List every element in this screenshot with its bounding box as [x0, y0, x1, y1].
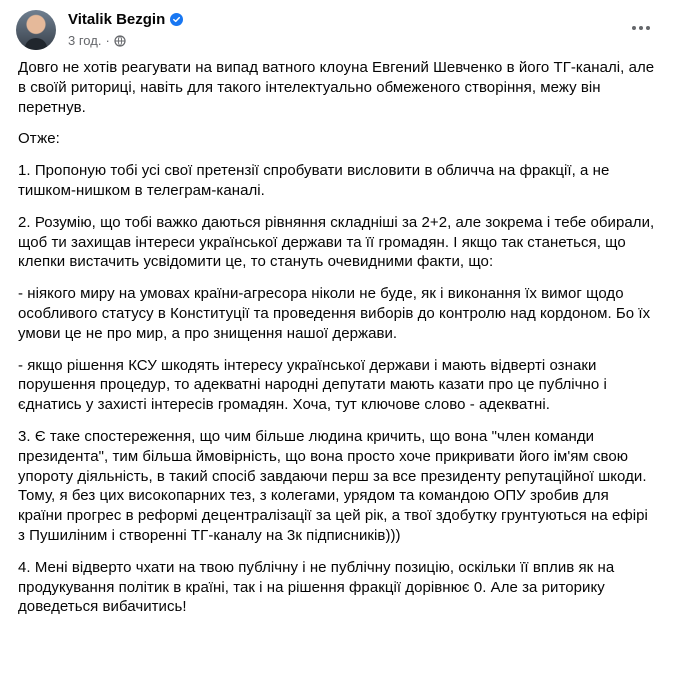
more-options-icon-dot: [646, 26, 650, 30]
author-line: [68, 11, 183, 28]
post-paragraph: 1. Пропоную тобі усі свої претензії спробувати висловити в обличча на фракції, а не тишком-нишком в телеграм-каналі.: [18, 162, 610, 199]
post-paragraph: 3. Є таке спостереження, що чим більше людина кричить, що вона "член команди президента", тим більша ймовірність, що вона просто хоче прикривати його ім'ям свою упороту діяльність, в такий спосіб завдаючи перш за все президенту репутаційної шкоди. Тому, я без цих високопарних тез, з колегами, урядом та командою ОПУ зробив для країни прогрес в реформі децентралізації за цей рік, а твої здобутку грунтуються на ефірі з Пушиліним і створенні ТГ-каналу на 3к підписників))): [18, 427, 648, 544]
more-options-icon-dot: [632, 26, 636, 30]
meta-separator: ·: [105, 33, 110, 48]
post-paragraph: - ніякого миру на умовах країни-агресора ніколи не буде, як і виконання їх вимог щодо особливого статусу в Конституції та проведення виборів до контролю над кордоном. Бо їх умови це не про мир, а про знищення нашої держави.: [18, 285, 651, 342]
post-paragraph: 2. Розумію, що тобі важко даються рівняння складніші за 2+2, але зокрема і тебе обирали, щоб ти захищав інтереси української держави та її громадян. І якщо так станеться, що клепки вистачить усвідомити це, то стануть очевидними факти, що:: [18, 213, 655, 271]
post-content: [18, 58, 657, 629]
post-paragraph: Отже:: [18, 130, 60, 148]
globe-icon: [114, 35, 126, 47]
author-name[interactable]: Vitalik Bezgin: [68, 11, 166, 28]
post-header: [16, 10, 663, 52]
post-time[interactable]: 3 год.: [68, 33, 102, 48]
post-meta: [68, 33, 126, 48]
more-options-button[interactable]: [625, 12, 657, 44]
post-paragraph: Довго не хотів реагувати на випад ватного клоуна Евгений Шевченко в його ТГ-каналі, але в своїй риториці, навіть для такого інтелектуально обмеженого створіння, межу він перетнув.: [18, 59, 655, 116]
post-paragraph: - якщо рішення КСУ шкодять інтересу української держави і мають відверті ознаки порушення процедур, то адекватні народні депутати мають казати про це публічно і єднатись у захисті інтересів громадян. Хоча, тут ключове слово - адекватні.: [18, 356, 607, 414]
more-options-icon-dot: [639, 26, 643, 30]
post-paragraph: 4. Мені відверто чхати на твою публічну і не публічну позицію, оскільки її вплив як на продукування політик в країні, так і на рішення фракції дорівнює 0. Але за риторику доведеться вибачитись!: [18, 558, 615, 616]
verified-badge-icon: [170, 13, 183, 26]
author-avatar[interactable]: [16, 10, 56, 50]
